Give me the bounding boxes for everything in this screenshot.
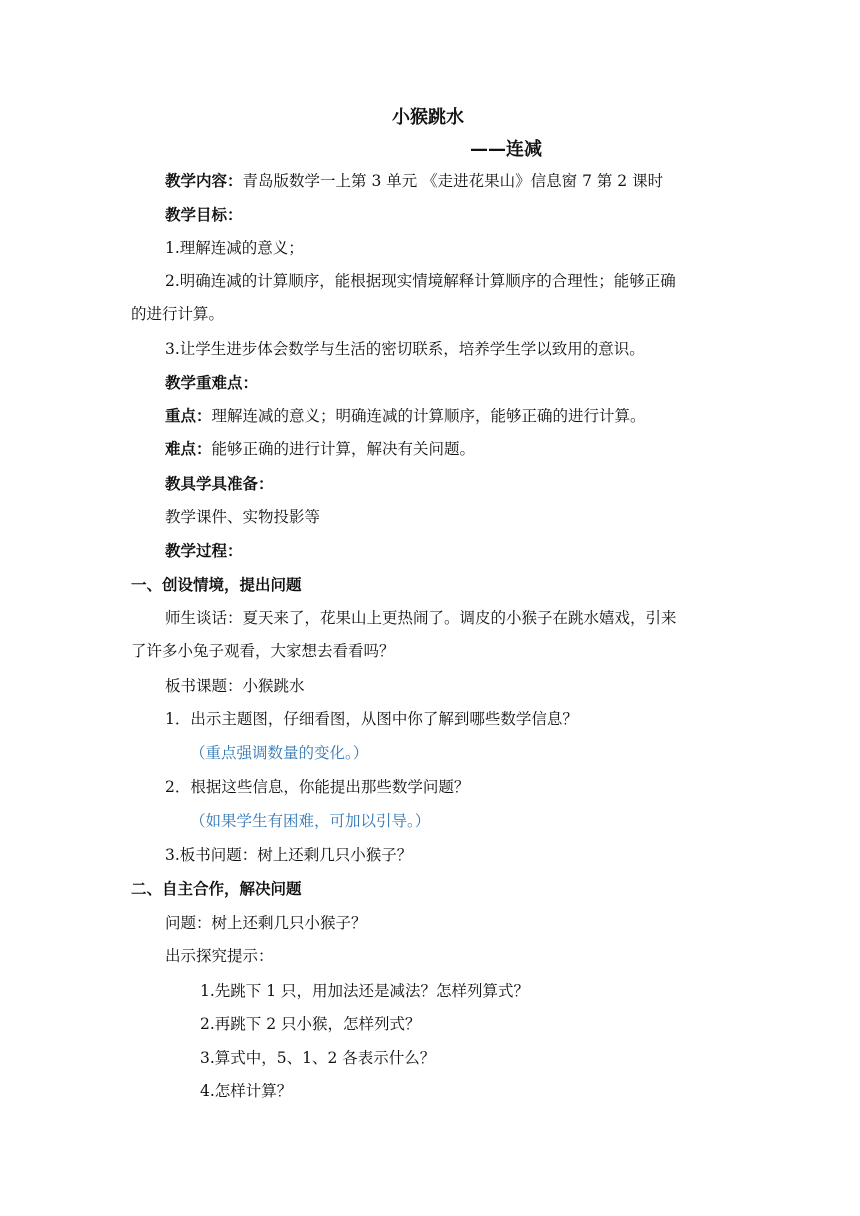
section-2-question: 问题：树上还剩几只小猴子？	[165, 914, 367, 932]
objectives-heading: 教学目标：	[165, 206, 243, 224]
content-text: 青岛版数学一上第 3 单元 《走进花果山》信息窗 7 第 2 课时	[242, 172, 664, 190]
difficulty-line	[165, 439, 475, 459]
note-2: （如果学生有困难，可加以引导。）	[190, 812, 431, 830]
content-line	[165, 171, 663, 191]
process-heading: 教学过程：	[165, 542, 243, 560]
materials-text: 教学课件、实物投影等	[165, 508, 321, 526]
step-3: 3.板书问题：树上还剩几只小猴子？	[165, 846, 413, 864]
step-2: 2．根据这些信息，你能提出那些数学问题？	[165, 778, 470, 796]
section-1-heading: 一、创设情境，提出问题	[131, 576, 302, 594]
content-label: 教学内容：	[165, 172, 243, 190]
materials-heading: 教具学具准备：	[165, 475, 274, 493]
section-2-heading: 二、自主合作，解决问题	[131, 880, 302, 898]
hint-3: 3.算式中，5、1、2 各表示什么？	[200, 1049, 436, 1067]
hint-title: 出示探究提示：	[165, 947, 274, 965]
hint-4: 4.怎样计算？	[200, 1082, 293, 1100]
focus-line	[165, 406, 646, 426]
doc-subtitle: ——连减	[470, 139, 542, 160]
key-points-heading: 教学重难点：	[165, 374, 259, 392]
objective-item-3: 3.让学生进步体会数学与生活的密切联系，培养学生学以致用的意识。	[165, 340, 645, 358]
board-title: 板书课题：小猴跳水	[165, 677, 305, 695]
section-1-para-line1: 师生谈话：夏天来了，花果山上更热闹了。调皮的小猴子在跳水嬉戏，引来	[165, 609, 677, 627]
objective-item-2-line1: 2.明确连减的计算顺序，能根据现实情境解释计算顺序的合理性；能够正确	[165, 272, 676, 290]
note-1: （重点强调数量的变化。）	[190, 744, 369, 762]
hint-1: 1.先跳下 1 只，用加法还是减法？怎样列算式？	[200, 982, 530, 1000]
hint-2: 2.再跳下 2 只小猴，怎样列式？	[200, 1015, 421, 1033]
objective-item-1: 1.理解连减的意义；	[165, 239, 304, 257]
objective-item-2-line2: 的进行计算。	[131, 305, 225, 323]
focus-label: 重点：	[165, 407, 212, 425]
doc-title: 小猴跳水	[392, 107, 464, 128]
step-1: 1．出示主题图，仔细看图，从图中你了解到哪些数学信息？	[165, 710, 578, 728]
section-1-para-line2: 了许多小兔子观看，大家想去看看吗？	[131, 642, 395, 660]
focus-text: 理解连减的意义；明确连减的计算顺序，能够正确的进行计算。	[211, 407, 646, 425]
difficulty-text: 能够正确的进行计算，解决有关问题。	[211, 440, 476, 458]
difficulty-label: 难点：	[165, 440, 212, 458]
